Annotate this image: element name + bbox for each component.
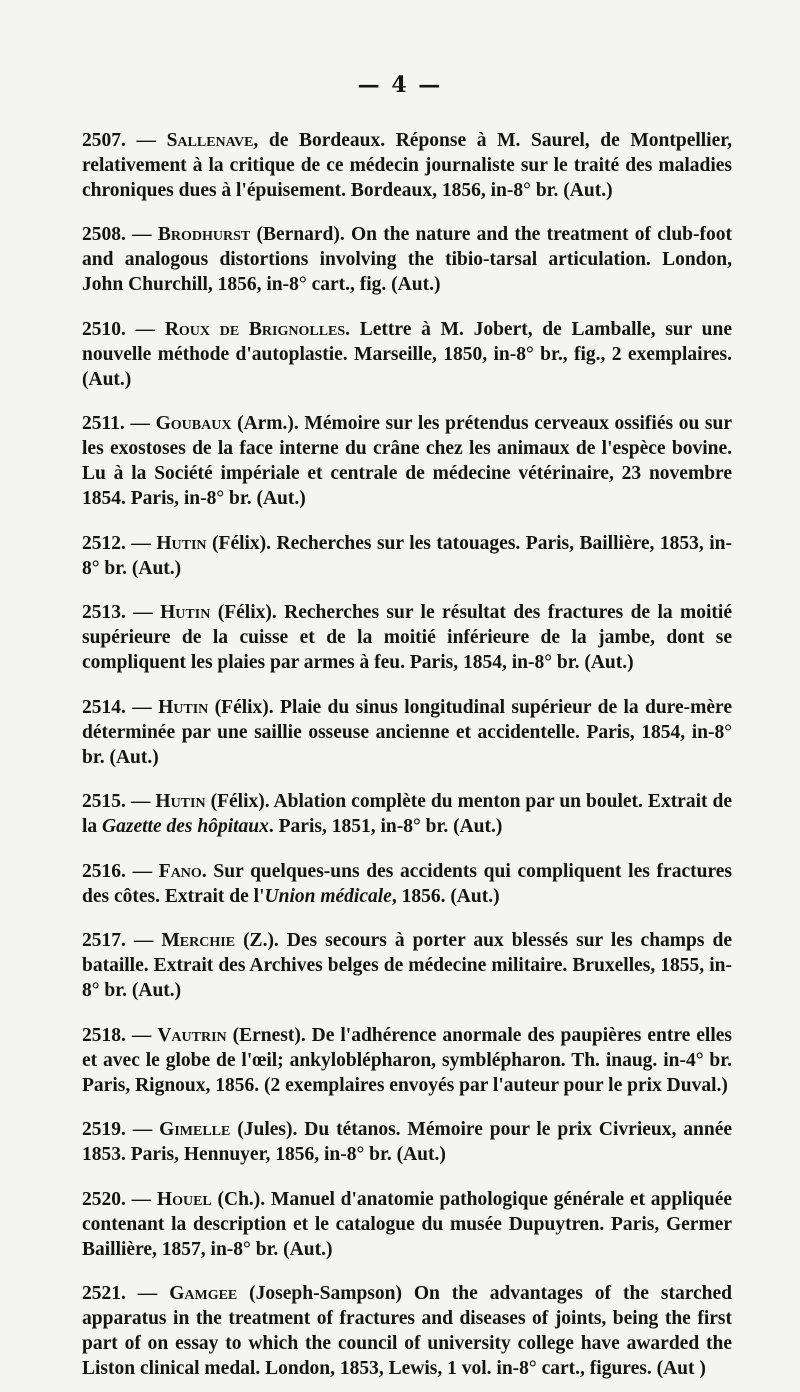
entry-author: Vautrin <box>157 1024 227 1046</box>
entry-text: (Joseph-Sampson) On the advantages of the starched apparatus in the treatment of fractures and diseases of joints, being the first part of on essay to which the council of university college have awarded the Liston clinical medal. London, 1853, Lewis, 1 vol. in-8° cart., figures. (Aut ) <box>82 1283 732 1379</box>
entry-author: Goubaux <box>155 413 232 434</box>
entry-text-pre: . Sur quelques-uns des accidents qui compliquent les fractures des côtes. Extrait de l' <box>82 860 732 907</box>
entry-text: (Félix). Recherches sur le résultat des fractures de la moitié supérieure de la cuisse et de la moitié inférieure de la jambe, dont se compliquent les plaies par armes à feu. Paris, 1854, in-8° br. (Aut.) <box>82 602 732 673</box>
entry-text: . Paris, 1851, in-8° br. (Aut.) <box>268 816 503 837</box>
entry-dash: — <box>125 224 158 245</box>
entry-number: 2515. <box>82 791 126 812</box>
entry-dash: — <box>125 1024 158 1046</box>
entry-author: Gamgee <box>169 1283 238 1304</box>
bibliography-list <box>82 108 732 1392</box>
entry-dash: — <box>125 1188 157 1210</box>
bibliography-entry <box>82 1117 732 1167</box>
entry-author: Roux de Brignolles <box>164 318 346 340</box>
entry-text: (Ch.). Manuel d'anatomie pathologique générale et appliquée contenant la description et le catalogue du musée Dupuytren. Paris, Germer Baillière, 1857, in-8° br. (Aut.) <box>82 1188 733 1260</box>
entry-text: , de Bordeaux. Réponse à M. Saurel, de Montpellier, relativement à la critique de ce médecin journaliste sur le traité des maladies chroniques dues à l'épuisement. Bordeaux, 1856, in-8° br. (Aut.) <box>82 129 732 201</box>
entry-dash: — <box>125 532 157 554</box>
entry-author: Hutin <box>156 532 207 554</box>
entry-text: (Félix). Recherches sur les tatouages. Paris, Baillière, 1853, in-8° br. (Aut.) <box>82 532 733 579</box>
bibliography-entry <box>82 600 732 675</box>
entry-number: 2518. <box>82 1024 126 1046</box>
entry-author: Hutin <box>158 696 209 718</box>
bibliography-entry <box>82 859 732 909</box>
bibliography-entry <box>82 695 732 770</box>
entry-author: Hutin <box>155 791 206 812</box>
bibliography-entry <box>82 128 732 203</box>
entry-dash: — <box>125 318 165 340</box>
page-number: — 4 — <box>357 72 443 98</box>
entry-author: Gimelle <box>159 1119 231 1140</box>
entry-journal-title: Gazette des hôpitaux <box>102 816 269 837</box>
bibliography-entry <box>82 1281 732 1381</box>
entry-number: 2514. <box>82 696 126 718</box>
entry-text: (Ernest). De l'adhérence anormale des paupières entre elles et avec le globe de l'œil; ankyloblépharon, symblépharon. Th. inaug. in-4° br. Paris, Rignoux, 1856. (2 exemplaires envoyés par l'auteur pour le prix Duval.) <box>82 1024 732 1096</box>
entry-dash: — <box>125 602 161 623</box>
entry-text: , 1856. (Aut.) <box>391 885 500 907</box>
entry-dash: — <box>125 791 156 812</box>
entry-number: 2521. <box>82 1283 126 1304</box>
entry-number: 2519. <box>82 1119 126 1140</box>
entry-text: (Bernard). On the nature and the treatment of club-foot and analogous distortions involving the tibio-tarsal articulation. London, John Churchill, 1856, in-8° cart., fig. (Aut.) <box>82 224 732 295</box>
entry-author: Hutin <box>160 602 211 623</box>
entry-journal-title: Union médicale <box>264 885 392 907</box>
entry-number: 2520. <box>82 1188 126 1210</box>
entry-author: Houel <box>156 1188 212 1210</box>
entry-text-pre: (Félix). Ablation complète du menton par un boulet. Extrait de la <box>82 791 733 837</box>
bibliography-entry <box>82 789 732 839</box>
entry-author: Brodhurst <box>157 224 251 245</box>
entry-author: Sallenave <box>166 129 254 151</box>
bibliography-entry <box>82 317 732 392</box>
entry-number: 2511. <box>82 413 125 434</box>
entry-number: 2507. <box>82 129 126 151</box>
bibliography-entry <box>82 928 732 1003</box>
entry-author: Merchie <box>161 930 236 951</box>
entry-text: (Jules). Du tétanos. Mémoire pour le prix Civrieux, année 1853. Paris, Hennuyer, 1856, in-8° br. (Aut.) <box>82 1119 733 1165</box>
entry-number: 2512. <box>82 532 126 554</box>
entry-dash: — <box>125 1283 170 1304</box>
entry-dash: — <box>125 696 159 718</box>
entry-dash: — <box>124 413 156 434</box>
entry-number: 2510. <box>82 318 126 340</box>
entry-text: (Z.). Des secours à porter aux blessés sur les champs de bataille. Extrait des Archives belges de médecine militaire. Bruxelles, 1855, in-8° br. (Aut.) <box>82 930 732 1001</box>
entry-dash: — <box>125 129 167 151</box>
entry-dash: — <box>125 930 162 951</box>
entry-number: 2513. <box>82 602 126 623</box>
entry-dash: — <box>125 1119 160 1140</box>
entry-number: 2508. <box>82 224 126 245</box>
entry-text: . Lettre à M. Jobert, de Lamballe, sur une nouvelle méthode d'autoplastie. Marseille, 1850, in-8° br., fig., 2 exemplaires. (Aut.) <box>82 318 733 390</box>
entry-text: (Arm.). Mémoire sur les prétendus cerveaux ossifiés ou sur les exostoses de la face interne du crâne chez les animaux de l'espèce bovine. Lu à la Société impériale et centrale de médecine vétérinaire, 23 novembre 1854. Paris, in-8° br. (Aut.) <box>82 413 733 509</box>
bibliography-entry <box>82 222 732 297</box>
bibliography-entry <box>82 1187 732 1262</box>
entry-number: 2517. <box>82 930 126 951</box>
bibliography-entry <box>82 411 732 511</box>
entry-text: (Félix). Plaie du sinus longitudinal supérieur de la dure-mère déterminée par une saillie osseuse ancienne et accidentelle. Paris, 1854, in-8° br. (Aut.) <box>82 696 732 768</box>
entry-author: Fano <box>158 860 202 882</box>
bibliography-entry <box>82 531 732 581</box>
entry-dash: — <box>125 860 159 882</box>
bibliography-entry <box>82 1023 732 1098</box>
entry-number: 2516. <box>82 860 126 882</box>
